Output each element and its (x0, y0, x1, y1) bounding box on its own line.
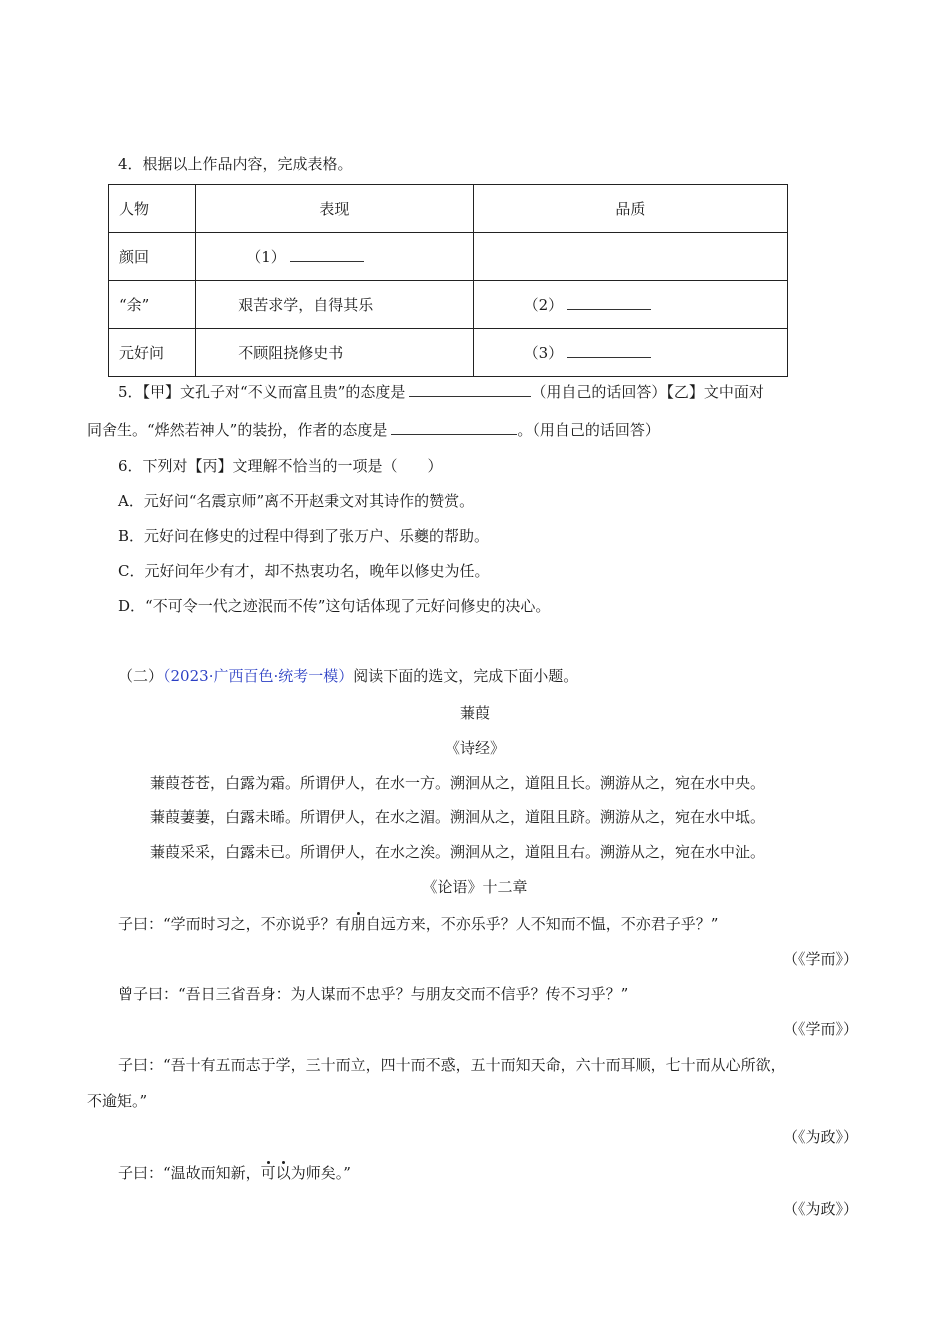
cell-quality (473, 233, 787, 281)
cell-name: 颜回 (109, 233, 196, 281)
question-5-line2 (87, 419, 660, 440)
option-d[interactable]: D．“不可令一代之迹泯而不传”这句话体现了元好问修史的决心。 (118, 597, 551, 615)
poem-line: 蒹葭苍苍，白露为霜。所谓伊人，在水一方。溯洄从之，道阻且长。溯游从之，宛在水中央。 (150, 774, 766, 792)
dotted-char: 以 (275, 1164, 291, 1182)
lunyu-title: 《论语》十二章 (422, 878, 528, 896)
blank-label: （1） (246, 248, 286, 266)
answer-blank[interactable] (409, 382, 531, 397)
cell-name: “余” (109, 281, 196, 329)
cell-performance: 艰苦求学，自得其乐 (196, 281, 473, 329)
table-header-row (109, 185, 788, 233)
cell-quality-blank[interactable] (473, 281, 787, 329)
answer-table (108, 184, 788, 377)
header-person: 人物 (109, 185, 196, 233)
lunyu-passage-3: 子曰：“吾十有五而志于学，三十而立，四十而不惑，五十而知天命，六十而耳顺，七十而从心所欲， (118, 1056, 786, 1074)
answer-blank[interactable] (391, 420, 517, 435)
passage-source: （《学而》） (782, 950, 858, 968)
poem-line: 蒹葭采采，白露未已。所谓伊人，在水之涘。溯洄从之，道阻且右。溯游从之，宛在水中沚。 (150, 843, 766, 861)
q5-text-d: 。（用自己的话回答） (517, 421, 660, 439)
dotted-char: 朋 (350, 915, 366, 933)
table-row (109, 281, 788, 329)
answer-blank[interactable] (567, 343, 651, 358)
source-link[interactable]: （2023·广西百色·统考一模） (163, 667, 354, 685)
answer-blank[interactable] (290, 247, 364, 262)
poem-source: 《诗经》 (444, 739, 505, 757)
passage-text: 为师矣。” (290, 1164, 351, 1182)
passage-text: 子曰：“学而时习之，不亦说乎？有 (118, 915, 351, 933)
passage-source: （《为政》） (782, 1128, 858, 1146)
passage-text: 子曰：“温故而知新， (118, 1164, 261, 1182)
dotted-char: 可 (260, 1164, 276, 1182)
section-prefix: （二） (118, 667, 164, 685)
option-c[interactable]: C．元好问年少有才，却不热衷功名，晚年以修史为任。 (118, 562, 490, 580)
cell-name: 元好问 (109, 329, 196, 377)
question-4-stem: 4．根据以上作品内容，完成表格。 (118, 155, 353, 173)
blank-label: （3） (523, 344, 564, 362)
poem-title: 蒹葭 (459, 704, 490, 722)
lunyu-passage-4 (118, 1162, 351, 1183)
q5-text-a: 5．【甲】文孔子对“不义而富且贵”的态度是 (118, 383, 406, 401)
cell-quality-blank[interactable] (473, 329, 787, 377)
question-6-stem: 6．下列对【丙】文理解不恰当的一项是（ ） (118, 457, 443, 475)
header-performance: 表现 (196, 185, 473, 233)
poem-line: 蒹葭萋萋，白露未晞。所谓伊人，在水之湄。溯洄从之，道阻且跻。溯游从之，宛在水中坻。 (150, 808, 766, 826)
table-row (109, 329, 788, 377)
question-5-line1 (118, 381, 764, 402)
lunyu-passage-2: 曾子曰：“吾日三省吾身：为人谋而不忠乎？与朋友交而不信乎？传不习乎？” (118, 985, 629, 1003)
header-quality: 品质 (473, 185, 787, 233)
table-row (109, 233, 788, 281)
passage-source: （《学而》） (782, 1020, 858, 1038)
q5-text-c: 同舍生。“烨然若神人”的装扮，作者的态度是 (87, 421, 388, 439)
blank-label: （2） (523, 296, 564, 314)
option-b[interactable]: B．元好问在修史的过程中得到了张万户、乐夔的帮助。 (118, 527, 490, 545)
cell-performance-blank[interactable] (196, 233, 473, 281)
lunyu-passage-3-cont: 不逾矩。” (87, 1092, 148, 1110)
answer-blank[interactable] (567, 295, 651, 310)
option-a[interactable]: A．元好问“名震京师”离不开赵秉文对其诗作的赞赏。 (118, 492, 475, 510)
lunyu-passage-1 (118, 913, 718, 934)
section-instruction: 阅读下面的选文，完成下面小题。 (353, 667, 579, 685)
passage-source: （《为政》） (782, 1200, 858, 1218)
cell-performance: 不顾阻挠修史书 (196, 329, 473, 377)
section-2-heading (118, 665, 578, 686)
passage-text: 自远方来，不亦乐乎？人不知而不愠，不亦君子乎？” (365, 915, 719, 933)
q5-text-b: （用自己的话回答）【乙】文中面对 (531, 383, 764, 401)
